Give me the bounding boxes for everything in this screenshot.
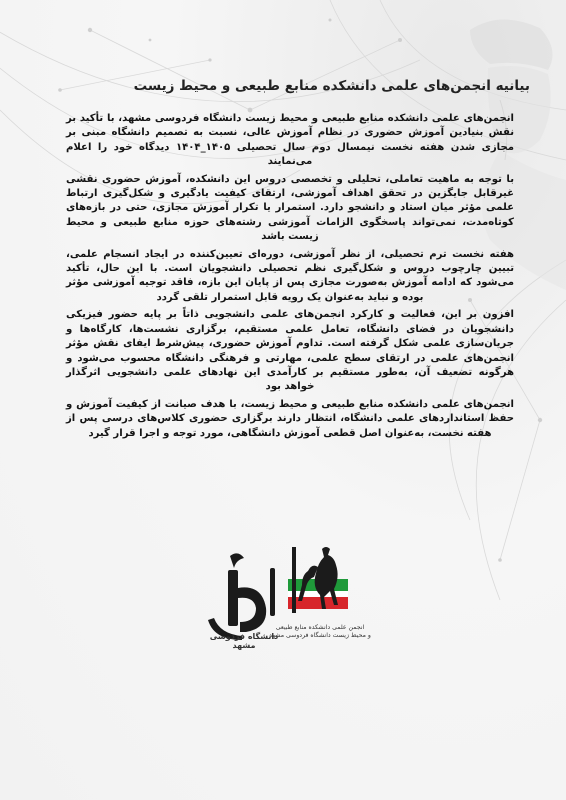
paragraph: افزون بر این، فعالیت و کارکرد انجمن‌های علمی دانشجویی ذاتاً بر پایه حضور فیزیکی دانشجویان در فضای دانشگاه، تعامل علمی مستقیم، برگزاری نشست‌ها، کارگاه‌ها و جریان‌سازی علمی شکل گرفته است. تداوم آموزش حضوری، پیش‌شرط ایفای نقش مؤثر انجمن‌های علمی در ارتقای سطح علمی، مهارتی و فرهنگی دانشگاه محسوب می‌شود و هرگونه تضعیف آن، به‌طور مستقیم بر کارآمدی این نهادهای علمی دانشجویی اثرگذار خواهد بود <box>66 309 514 393</box>
paragraph: انجمن‌های علمی دانشکده منابع طبیعی و محیط زیست دانشگاه فردوسی مشهد، با تأکید بر نقش بنیادین آموزش حضوری در نظام آموزش عالی، نسبت به تصمیم دانشگاه مبنی بر مجازی شدن هفته نخست نیمسال دوم سال تحصیلی ۱۴۰۵_۱۴۰۴ دیدگاه خود را اعلام می‌نمایند <box>66 113 514 168</box>
statement-title: بیانیه انجمن‌های علمی دانشکده منابع طبیعی و محیط زیست <box>133 78 530 94</box>
association-emblem-logo <box>282 543 354 623</box>
association-name-label <box>250 624 390 640</box>
paragraph: انجمن‌های علمی دانشکده منابع طبیعی و محیط زیست، با هدف صیانت از کیفیت آموزش و حفظ استانداردهای علمی دانشگاه، انتظار دارند برگزاری حضوری کلاس‌های درسی پس از هفته نخست، به‌عنوان اصل قطعی آموزش دانشگاهی، مورد توجه و اجرا قرار گیرد <box>66 398 514 439</box>
university-name-label: دانشگاه فردوسی مشهد <box>209 632 279 650</box>
association-name-line: و محیط زیست دانشگاه فردوسی مشهد <box>269 632 371 639</box>
association-name-line: انجمن علمی دانشکده منابع طبیعی <box>275 624 365 631</box>
statement-body <box>66 112 514 444</box>
paragraph: با توجه به ماهیت تعاملی، تحلیلی و تخصصی دروس این دانشکده، آموزش حضوری نقشی غیرقابل جایگزین در تحقق اهداف آموزشی، ارتقای کیفیت یادگیری و شکل‌گیری ارتباط علمی مؤثر میان استاد و دانشجو دارد. استمرار یا تکرار آموزش مجازی، حتی در بازه‌های کوتاه‌مدت، نمی‌تواند پاسخگوی الزامات آموزشی رشته‌های حوزه منابع طبیعی و محیط زیست باشد <box>66 173 514 243</box>
paragraph: هفته نخست ترم تحصیلی، از نظر آموزشی، دوره‌ای تعیین‌کننده در ایجاد انسجام علمی، تبیین چارچوب دروس و شکل‌گیری نظم تحصیلی دانشجویان است. با این حال، تأکید می‌شود که ادامه آموزش به‌صورت مجازی پس از پایان این بازه، فاقد توجیه آموزشی مؤثر بوده و نباید به‌عنوان یک رویه قابل استمرار تلقی گردد <box>66 248 514 303</box>
